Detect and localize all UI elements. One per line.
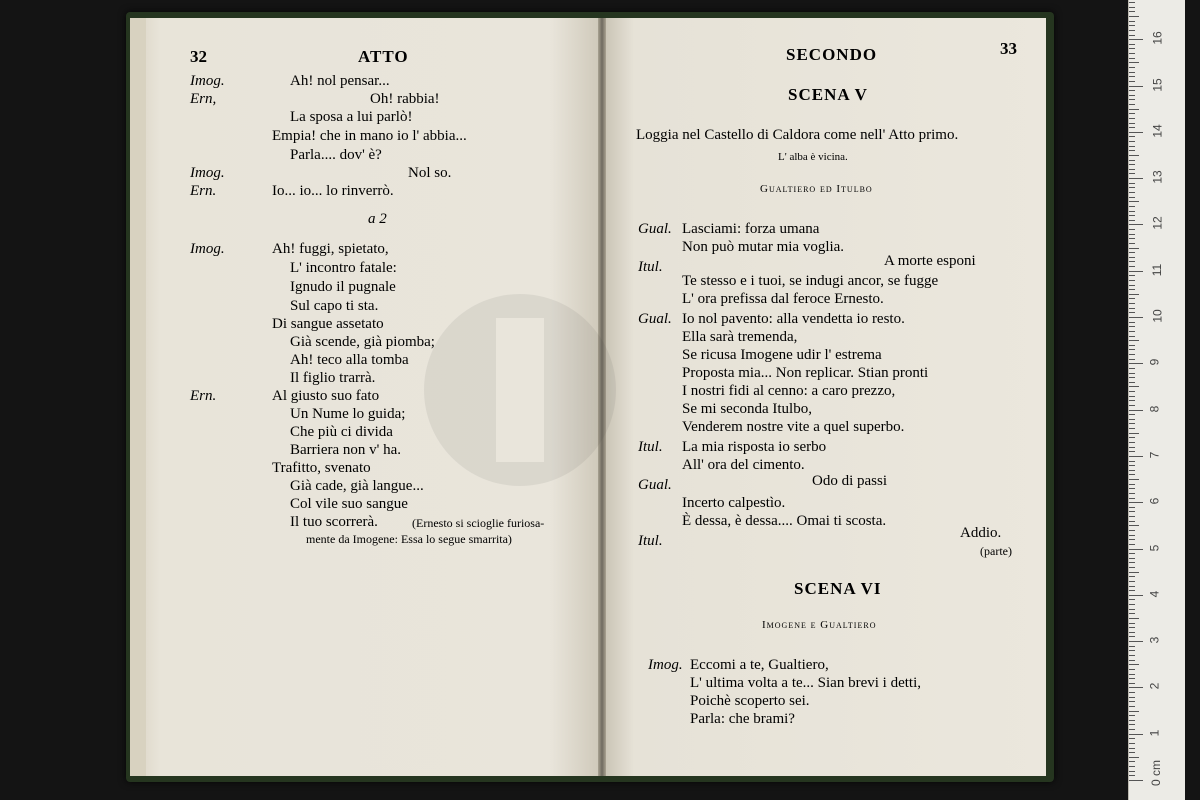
page-edges <box>130 18 146 776</box>
ruler-tick <box>1129 234 1135 235</box>
ruler-tick <box>1129 127 1135 128</box>
ruler-tick <box>1129 215 1135 216</box>
book-gutter <box>598 18 606 776</box>
speaker-label: Itul. <box>638 439 663 455</box>
ruler-tick <box>1129 373 1135 374</box>
speaker-label: Imog. <box>190 73 225 89</box>
verse-line: Che più ci divida <box>290 424 393 440</box>
ruler-tick <box>1129 724 1135 725</box>
verse-line: Eccomi a te, Gualtiero, <box>690 657 829 673</box>
ruler-tick <box>1129 368 1135 369</box>
measurement-ruler <box>1128 0 1185 800</box>
ruler-tick <box>1129 660 1135 661</box>
ruler-tick <box>1129 386 1139 387</box>
ruler-tick <box>1129 433 1139 434</box>
ruler-tick <box>1129 53 1135 54</box>
ruler-tick <box>1129 197 1135 198</box>
ruler-tick <box>1129 771 1135 772</box>
ruler-tick <box>1129 498 1135 499</box>
ruler-tick <box>1129 146 1135 147</box>
ruler-number: 14 <box>1150 124 1165 138</box>
ruler-tick <box>1129 636 1135 637</box>
ruler-tick <box>1129 81 1135 82</box>
verse-line: Lasciami: forza umana <box>682 221 820 237</box>
verse-line: Sul capo ti sta. <box>290 298 379 314</box>
verse-line: Incerto calpestìo. <box>682 495 786 511</box>
verse-line: Ah! nol pensar... <box>290 73 390 89</box>
ruler-tick <box>1129 780 1143 781</box>
ruler-tick <box>1129 549 1143 550</box>
speaker-label: Gual. <box>638 311 672 327</box>
ruler-tick <box>1129 229 1135 230</box>
ruler-tick <box>1129 752 1135 753</box>
ruler-tick <box>1129 609 1135 610</box>
verse-line: L' incontro fatale: <box>290 260 397 276</box>
ruler-tick <box>1129 238 1135 239</box>
scene-heading: SCENA VI <box>794 579 882 598</box>
ruler-tick <box>1129 743 1135 744</box>
ruler-tick <box>1129 243 1135 244</box>
ruler-tick <box>1129 340 1139 341</box>
verse-line: Addio. <box>960 525 1002 541</box>
ruler-tick <box>1129 613 1135 614</box>
ruler-tick <box>1129 590 1135 591</box>
verse-line: La sposa a lui parlò! <box>290 109 413 125</box>
ruler-tick <box>1129 30 1135 31</box>
ruler-tick <box>1129 646 1135 647</box>
ruler-tick <box>1129 655 1135 656</box>
ruler-tick <box>1129 572 1139 573</box>
ruler-tick <box>1129 141 1135 142</box>
running-header-left: ATTO <box>358 47 409 66</box>
ruler-tick <box>1129 62 1139 63</box>
verse-line: Ella sarà tremenda, <box>682 329 798 345</box>
ruler-tick <box>1129 511 1135 512</box>
speaker-label: Ern. <box>190 183 217 199</box>
speaker-label: Imog. <box>190 165 225 181</box>
ruler-tick <box>1129 2 1135 3</box>
ruler-tick <box>1129 451 1135 452</box>
ruler-tick <box>1129 206 1135 207</box>
ruler-tick <box>1129 99 1135 100</box>
ruler-tick <box>1129 211 1135 212</box>
ruler-tick <box>1129 715 1135 716</box>
ruler-tick <box>1129 766 1135 767</box>
ruler-tick <box>1129 155 1139 156</box>
page-number-left: 32 <box>190 47 207 66</box>
ruler-tick <box>1129 558 1135 559</box>
ruler-tick <box>1129 90 1135 91</box>
ruler-number: 10 <box>1150 309 1165 323</box>
verse-line: Già cade, già langue... <box>290 478 424 494</box>
ruler-tick <box>1129 775 1135 776</box>
ruler-tick <box>1129 697 1135 698</box>
ruler-tick <box>1129 331 1135 332</box>
verse-line: Oh! rabbia! <box>370 91 440 107</box>
ruler-tick <box>1129 428 1135 429</box>
stage-direction: (parte) <box>980 544 1012 558</box>
ruler-tick <box>1129 363 1143 364</box>
ruler-tick <box>1129 456 1143 457</box>
verse-line: Al giusto suo fato <box>272 388 380 404</box>
verse-line: Empia! che in mano io l' abbia... <box>272 128 467 144</box>
ruler-tick <box>1129 72 1135 73</box>
setting-line: Loggia nel Castello di Caldora come nell' Atto primo. <box>636 127 959 143</box>
ruler-tick <box>1129 586 1135 587</box>
speaker-label: Imog. <box>190 241 225 257</box>
ruler-number: 16 <box>1150 31 1165 45</box>
ruler-tick <box>1129 687 1143 688</box>
ruler-tick <box>1129 76 1135 77</box>
ruler-tick <box>1129 109 1139 110</box>
ruler-tick <box>1129 669 1135 670</box>
ruler-tick <box>1129 123 1135 124</box>
verse-line: Venderem nostre vite a quel superbo. <box>682 419 905 435</box>
ruler-number: 15 <box>1150 77 1165 92</box>
ruler-tick <box>1129 248 1139 249</box>
ruler-tick <box>1129 516 1135 517</box>
ruler-tick <box>1129 535 1135 536</box>
ruler-tick <box>1129 562 1135 563</box>
stage-direction: L' alba è vicina. <box>778 151 848 163</box>
ruler-tick <box>1129 118 1135 119</box>
verse-line: A morte esponi <box>884 253 976 269</box>
ruler-number: 8 <box>1147 405 1162 412</box>
ruler-tick <box>1129 470 1135 471</box>
ruler-tick <box>1129 35 1135 36</box>
ruler-tick <box>1129 683 1135 684</box>
ruler-number: 2 <box>1147 683 1162 690</box>
ruler-tick <box>1129 345 1135 346</box>
ruler-tick <box>1129 261 1135 262</box>
ruler-tick <box>1129 322 1135 323</box>
ruler-tick <box>1129 423 1135 424</box>
ruler-tick <box>1129 21 1135 22</box>
ruler-tick <box>1129 25 1135 26</box>
ruler-tick <box>1129 734 1143 735</box>
verse-line: Già scende, già piomba; <box>290 334 435 350</box>
ruler-tick <box>1129 298 1135 299</box>
ruler-tick <box>1129 604 1135 605</box>
ruler-tick <box>1129 336 1135 337</box>
ruler-tick <box>1129 396 1135 397</box>
ruler-tick <box>1129 201 1139 202</box>
ruler-tick <box>1129 16 1139 17</box>
ruler-tick <box>1129 280 1135 281</box>
ruler-tick <box>1129 317 1143 318</box>
stage-direction: mente da Imogene: Essa lo segue smarrita) <box>306 532 512 546</box>
ruler-number: 5 <box>1147 544 1162 551</box>
ruler-tick <box>1129 650 1135 651</box>
ruler-number: 13 <box>1150 170 1165 184</box>
ruler-tick <box>1129 354 1135 355</box>
ruler-tick <box>1129 623 1135 624</box>
ruler-tick <box>1129 266 1135 267</box>
ruler-tick <box>1129 285 1135 286</box>
ruler-tick <box>1129 701 1135 702</box>
ruler-tick <box>1129 627 1135 628</box>
ruler-tick <box>1129 447 1135 448</box>
ruler-tick <box>1129 706 1135 707</box>
ruler-tick <box>1129 530 1135 531</box>
ruler-tick <box>1129 192 1135 193</box>
ruler-number: 11 <box>1150 263 1165 276</box>
ruler-tick <box>1129 113 1135 114</box>
ruler-tick <box>1129 720 1135 721</box>
ruler-tick <box>1129 11 1135 12</box>
verse-line: Poichè scoperto sei. <box>690 693 810 709</box>
ruler-number: 7 <box>1147 451 1162 459</box>
ruler-tick <box>1129 507 1135 508</box>
ruler-tick <box>1129 664 1139 665</box>
stage-direction: (Ernesto si scioglie furiosa- <box>412 516 545 530</box>
ruler-tick <box>1129 252 1135 253</box>
ruler-tick <box>1129 502 1143 503</box>
speaker-label: Itul. <box>638 259 663 275</box>
ruler-tick <box>1129 599 1135 600</box>
ruler-tick <box>1129 95 1135 96</box>
ruler-tick <box>1129 86 1143 87</box>
ruler-tick <box>1129 308 1135 309</box>
ruler-tick <box>1129 150 1135 151</box>
verse-line: Ah! teco alla tomba <box>290 352 409 368</box>
ruler-tick <box>1129 674 1135 675</box>
ruler-tick <box>1129 692 1135 693</box>
speaker-label: Itul. <box>638 533 663 549</box>
ruler-tick <box>1129 164 1135 165</box>
verse-line: L' ora prefissa dal feroce Ernesto. <box>682 291 884 307</box>
scene-characters: Imogene e Gualtiero <box>762 619 877 631</box>
ruler-tick <box>1129 400 1135 401</box>
verse-line: Parla: che brami? <box>690 711 795 727</box>
ruler-tick <box>1129 521 1135 522</box>
ruler-tick <box>1129 132 1143 133</box>
verse-line: Il tuo scorrerà. <box>290 514 378 530</box>
speaker-label: Gual. <box>638 221 672 237</box>
ruler-tick <box>1129 618 1139 619</box>
ruler-tick <box>1129 303 1135 304</box>
ruler-tick <box>1129 104 1135 105</box>
speaker-label: Ern, <box>190 91 217 107</box>
ruler-tick <box>1129 678 1135 679</box>
verse-line: All' ora del cimento. <box>682 457 805 473</box>
ruler-tick <box>1129 359 1135 360</box>
ruler-tick <box>1129 58 1135 59</box>
ruler-number: 9 <box>1147 358 1162 366</box>
ruler-tick <box>1129 493 1135 494</box>
verse-line: Un Nume lo guida; <box>290 406 406 422</box>
ruler-tick <box>1129 67 1135 68</box>
ruler-number: 1 <box>1147 729 1162 737</box>
verse-line: È dessa, è dessa.... Omai ti scosta. <box>682 513 887 529</box>
ruler-tick <box>1129 488 1135 489</box>
ruler-tick <box>1129 257 1135 258</box>
ruler-tick <box>1129 183 1135 184</box>
verse-line: Parla.... dov' è? <box>290 147 382 163</box>
ruler-tick <box>1129 136 1135 137</box>
ruler-tick <box>1129 474 1135 475</box>
ruler-tick <box>1129 567 1135 568</box>
ruler-tick <box>1129 405 1135 406</box>
ruler-tick <box>1129 224 1143 225</box>
verse-line: Col vile suo sangue <box>290 496 408 512</box>
verse-line: Non può mutar mia voglia. <box>682 239 845 255</box>
verse-line: L' ultima volta a te... Sian brevi i detti, <box>690 675 921 691</box>
verse-line: Ah! fuggi, spietato, <box>272 241 389 257</box>
ruler-tick <box>1129 178 1143 179</box>
ruler-tick <box>1129 326 1135 327</box>
ruler-tick <box>1129 757 1139 758</box>
ruler-tick <box>1129 44 1135 45</box>
ruler-tick <box>1129 738 1135 739</box>
ruler-tick <box>1129 294 1139 295</box>
verse-line: Se ricusa Imogene udir l' estrema <box>682 347 882 363</box>
ruler-tick <box>1129 595 1143 596</box>
ruler-tick <box>1129 461 1135 462</box>
verse-line: Di sangue assetato <box>272 316 384 332</box>
ruler-tick <box>1129 275 1135 276</box>
ruler-tick <box>1129 553 1135 554</box>
ruler-tick <box>1129 377 1135 378</box>
ruler-tick <box>1129 173 1135 174</box>
verse-line: Ignudo il pugnale <box>290 279 396 295</box>
ruler-tick <box>1129 187 1135 188</box>
verse-line: Barriera non v' ha. <box>290 442 401 458</box>
ruler-tick <box>1129 748 1135 749</box>
verse-line: Se mi seconda Itulbo, <box>682 401 812 417</box>
ruler-tick <box>1129 271 1143 272</box>
ruler-tick <box>1129 539 1135 540</box>
speaker-label: Imog. <box>648 657 683 673</box>
ruler-tick <box>1129 382 1135 383</box>
verse-line: I nostri fidi al cenno: a caro prezzo, <box>682 383 896 399</box>
running-header-right: SECONDO <box>786 45 878 64</box>
ruler-tick <box>1129 160 1135 161</box>
ruler-number: 3 <box>1147 636 1162 644</box>
ruler-tick <box>1129 581 1135 582</box>
ruler-tick <box>1129 220 1135 221</box>
ruler-tick <box>1129 465 1135 466</box>
ruler-tick <box>1129 437 1135 438</box>
ruler-tick <box>1129 7 1135 8</box>
ruler-tick <box>1129 289 1135 290</box>
ruler-tick <box>1129 544 1135 545</box>
ruler-tick <box>1129 641 1143 642</box>
ruler-tick <box>1129 312 1135 313</box>
ruler-number: 6 <box>1147 497 1162 505</box>
speaker-label: Gual. <box>638 477 672 493</box>
ruler-tick <box>1129 761 1135 762</box>
verse-line: Nol so. <box>408 165 452 181</box>
ruler-tick <box>1129 711 1139 712</box>
ruler-tick <box>1129 479 1139 480</box>
ruler-number: 4 <box>1147 590 1162 598</box>
ruler-tick <box>1129 48 1135 49</box>
page-number-right: 33 <box>1000 39 1017 58</box>
verse-line: La mia risposta io serbo <box>682 439 827 455</box>
verse-line: Proposta mia... Non replicar. Stian pronti <box>682 365 929 381</box>
ruler-tick <box>1129 410 1143 411</box>
ruler-tick <box>1129 525 1139 526</box>
ruler-tick <box>1129 632 1135 633</box>
verse-line: Io nol pavento: alla vendetta io resto. <box>682 311 905 327</box>
ruler-tick <box>1129 391 1135 392</box>
duet-marker: a 2 <box>368 211 387 227</box>
ruler-tick <box>1129 39 1143 40</box>
ruler-tick <box>1129 414 1135 415</box>
scene-heading: SCENA V <box>788 85 868 104</box>
verse-line: Odo di passi <box>812 473 887 489</box>
speaker-label: Ern. <box>190 388 217 404</box>
ruler-tick <box>1129 349 1135 350</box>
ruler-tick <box>1129 729 1135 730</box>
ruler-tick <box>1129 484 1135 485</box>
verse-line: Te stesso e i tuoi, se indugi ancor, se fugge <box>682 273 939 289</box>
ruler-number: 12 <box>1150 216 1165 231</box>
ruler-tick <box>1129 419 1135 420</box>
ruler-unit-label: 0 cm <box>1149 759 1164 787</box>
verse-line: Trafitto, svenato <box>272 460 371 476</box>
ruler-tick <box>1129 442 1135 443</box>
ruler-tick <box>1129 169 1135 170</box>
verse-line: Io... io... lo rinverrò. <box>272 183 394 199</box>
scene-characters: Gualtiero ed Itulbo <box>760 183 873 195</box>
ruler-tick <box>1129 576 1135 577</box>
verse-line: Il figlio trarrà. <box>290 370 376 386</box>
